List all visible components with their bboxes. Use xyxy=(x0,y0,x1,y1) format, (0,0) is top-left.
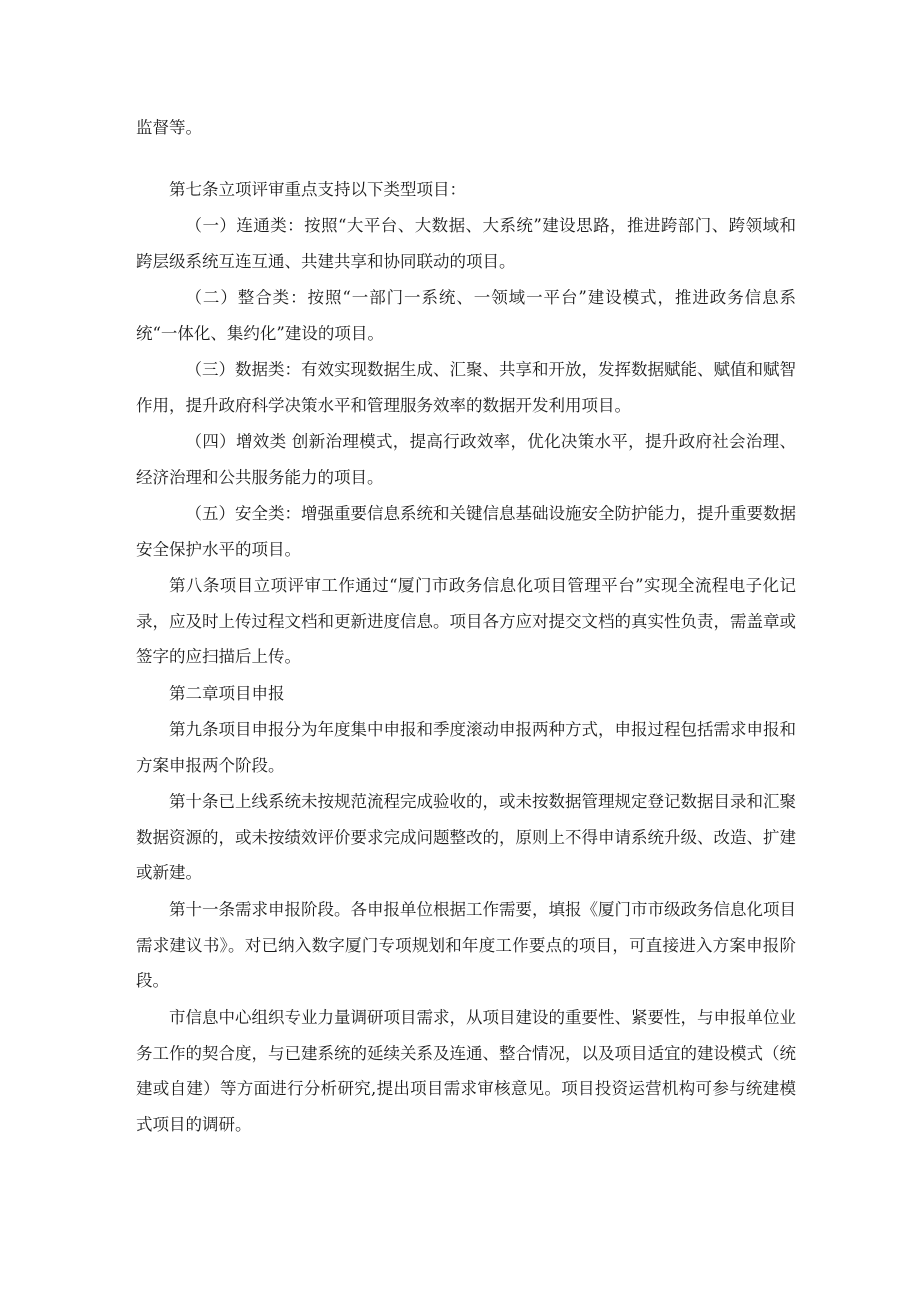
item-2-integration: （二）整合类：按照“一部门一系统、一领域一平台”建设模式，推进政务信息系统“一体化、集约化”建设的项目。 xyxy=(136,288,796,343)
article-11: 第十一条需求申报阶段。各申报单位根据工作需要，填报《厦门市市级政务信息化项目需求建议书》。对已纳入数字厦门专项规划和年度工作要点的项目，可直接进入方案申报阶段。 xyxy=(136,900,796,990)
article-10: 第十条已上线系统未按规范流程完成验收的，或未按数据管理规定登记数据目录和汇聚数据资源的，或未按绩效评价要求完成问题整改的，原则上不得申请系统升级、改造、扩建或新建。 xyxy=(136,792,796,882)
chapter-2-heading: 第二章项目申报 xyxy=(169,684,285,703)
item-5-security: （五）安全类：增强重要信息系统和关键信息基础设施安全防护能力，提升重要数据安全保护水平的项目。 xyxy=(136,504,796,559)
info-center-research-paragraph: 市信息中心组织专业力量调研项目需求，从项目建设的重要性、紧要性，与申报单位业务工作的契合度，与已建系统的延续关系及连通、整合情况，以及项目适宜的建设模式（统建或自建）等方面进行分析研究,提出项目需求审核意见。项目投资运营机构可参与统建模式项目的调研。 xyxy=(136,1008,796,1134)
item-1-connectivity: （一）连通类：按照“大平台、大数据、大系统”建设思路，推进跨部门、跨领域和跨层级系统互连互通、共建共享和协同联动的项目。 xyxy=(136,216,796,271)
article-7-heading: 第七条立项评审重点支持以下类型项目： xyxy=(169,180,466,199)
item-4-efficiency: （四）增效类 创新治理模式，提高行政效率，优化决策水平，提升政府社会治理、经济治理和公共服务能力的项目。 xyxy=(136,432,796,487)
article-9: 第九条项目申报分为年度集中申报和季度滚动申报两种方式，申报过程包括需求申报和方案申报两个阶段。 xyxy=(136,720,796,775)
paragraph-closing-fragment: 监督等。 xyxy=(136,118,202,137)
item-3-data: （三）数据类：有效实现数据生成、汇聚、共享和开放，发挥数据赋能、赋值和赋智作用，提升政府科学决策水平和管理服务效率的数据开发利用项目。 xyxy=(136,360,796,415)
article-8: 第八条项目立项评审工作通过“厦门市政务信息化项目管理平台”实现全流程电子化记录，应及时上传过程文档和更新进度信息。项目各方应对提交文档的真实性负责，需盖章或签字的应扫描后上传。 xyxy=(136,576,796,666)
